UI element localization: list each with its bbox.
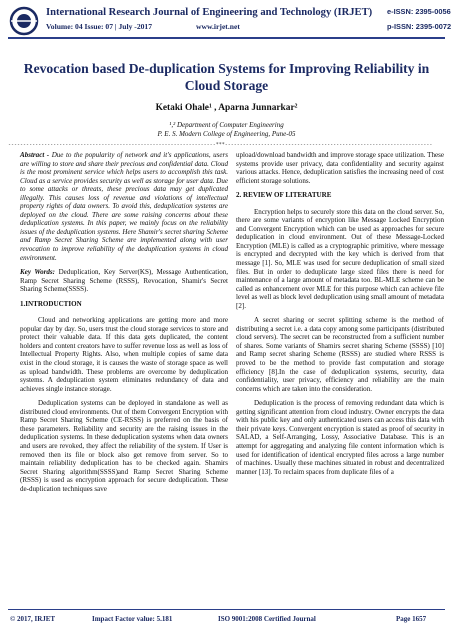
literature-paragraph-1: Encryption helps to securely store this data on the cloud server. So, there are some variants of encryption like Message Locked Encryption and Convergent Encryption which can be used as approaches for secure deduplication in cloud environment. Out of these Message-Locked Encryption (MLE) is called as a cryptographic primitive, where message is encrypted and decrypted with the key which is derived from that message [1]. So, MLE was used for secure deduplication of small sized files. But in order to deduplicate large sized files there is need for maintenance of a large amount of metadata too. BL-MLE scheme can be called as enhancement over MLE for this purpose which can achieve file level as well as block level deduplication using small amount of metadata [2].	[236, 207, 444, 310]
footer-copyright: © 2017, IRJET	[10, 615, 56, 623]
literature-heading: 2. REVIEW OF LITERATURE	[236, 191, 332, 200]
abstract-text: Due to the popularity of network and it's applications, users are willing to store and share their precious and confidential data. Cloud is the most prominent service which helps users to accomplish this task. Cloud as a service provides security as well as storage for user data. Due to some attacks or threats, these precious data may get duplicated illegally. This causes loss of revenue and violations of intellectual property rights of data owners. To avoid this, deduplication systems are deployed on the cloud. There are some raising concerns about these deduplication systems. In this paper, we mainly focus on the reliability issues of the deduplication systems. Here Shamir's secret sharing Scheme and Ramp Secret Sharing Scheme are implemented along with user revocation to improve reliability of the deduplication systems in cloud environment.	[20, 151, 229, 262]
abstract-label: Abstract -	[20, 151, 50, 159]
keywords	[20, 268, 228, 294]
journal-website[interactable]: www.irjet.net	[196, 22, 240, 31]
literature-paragraph-3: Deduplication is the process of removing redundant data which is getting significant attention from cloud industry. Owner encrypts the data with his public key and only authenticated users can access this data with their private keys. Convergent encryption is stated as proof of security in SALAD, a Self-Arranging, Lossy, Associative Database. This is an attempt for aggregating and analyzing file content information which is used for identification of identical encrypted files across a large number of machines. Usually these machines situated in robust and decentralized manner [13]. To reclaim spaces from duplicate files of a	[236, 399, 444, 476]
keywords-text: Deduplication, Key Server(KS), Message Authentication, Ramp Secret Sharing Scheme (RSSS), Revocation, Shamir's Secret Sharing Scheme(SSSS).	[20, 268, 228, 294]
journal-title: International Research Journal of Engineering and Technology (IRJET)	[46, 7, 373, 18]
introduction-paragraph-1: Cloud and networking applications are getting more and more popular day by day. So, users trust the cloud storage services to store and protect their valuable data. If this data gets duplicated, the content holders and content creators have to suffer revenue loss as well as loss of Intellectual Property Rights. Also, when multiple copies of same data exist in the cloud storage, it is causes the waste of storage space as well as upload bandwidth. These problems are overcome by deduplication systems. A deduplication system eliminates redundancy of data and achieves single instance storage.	[20, 316, 228, 393]
introduction-paragraph-2: Deduplication systems can be deployed in standalone as well as distributed cloud environments. Out of them Convergent Encryption with Ramp Secret Sharing Scheme (CE-RSSS) is preferred on the basis of these parameters. Reliability and security are the raising issues in the deduplication systems. In these deduplication systems when data owners and users are revoked, they affect the reliability of the system. If User is removed then its file or block also get remove from server. So to maintain reliability deduplication has to be checked again. Shamirs Secret Sharing algorithm(SSSS)and Ramp Secret Sharing Scheme (RSSS) is used as encryption approach for secure deduplication. These de-duplication techniques save	[20, 399, 228, 493]
continued-paragraph: upload/download bandwidth and improve storage space utilization. These systems provide user privacy, data confidentiality and security against various attacks. Hence, deduplication satisfies the increasing need of cost efficient storage solutions.	[236, 151, 444, 185]
journal-header	[0, 0, 453, 48]
literature-paragraph-2: A secret sharing or secret splitting scheme is the method of distributing a secret i.e. a data copy among some participants (distributed cloud servers). The secret can be reconstructed from a sufficient number of shares. Some variants of Shamirs secret sharing Scheme (SSSS) [10] and Ramp secret sharing Scheme (RSSS) are studied where RSSS is proved to be the method to provide fast computation and storage efficiency [8].In the case of deduplication systems, security, data confidentiality, user privacy, efficiency and reliability are the main concerns which are taken into the consideration.	[236, 316, 444, 393]
volume-issue: Volume: 04 Issue: 07 | July -2017	[46, 22, 153, 31]
section-separator: ---------------------------------------------------------------------***---------------------------------------------------------------------	[8, 142, 433, 148]
introduction-heading: 1.INTRODUCTION	[20, 299, 82, 308]
p-issn: p-ISSN: 2395-0072	[387, 22, 452, 31]
header-rule	[8, 37, 445, 39]
footer-iso: ISO 9001:2008 Certified Journal	[218, 615, 316, 623]
left-column	[20, 151, 228, 499]
e-issn: e-ISSN: 2395-0056	[387, 7, 451, 16]
affiliation	[0, 121, 453, 139]
keywords-label: Key Words:	[20, 268, 56, 277]
footer-page-number: Page 1657	[396, 615, 427, 623]
affiliation-department: ¹,² Department of Computer Engineering	[169, 121, 284, 129]
authors: Ketaki Ohale¹ , Aparna Junnarkar²	[155, 103, 298, 113]
abstract	[20, 151, 228, 262]
irjet-logo-icon	[7, 6, 41, 36]
paper-title: Revocation based De-duplication Systems for Improving Reliability in Cloud Storage	[23, 61, 430, 93]
affiliation-college: P. E. S. Modern College of Engineering, Pune-05	[157, 130, 296, 138]
right-column	[236, 151, 444, 482]
footer-rule	[8, 609, 445, 610]
footer-impact-factor: Impact Factor value: 5.181	[92, 615, 173, 623]
